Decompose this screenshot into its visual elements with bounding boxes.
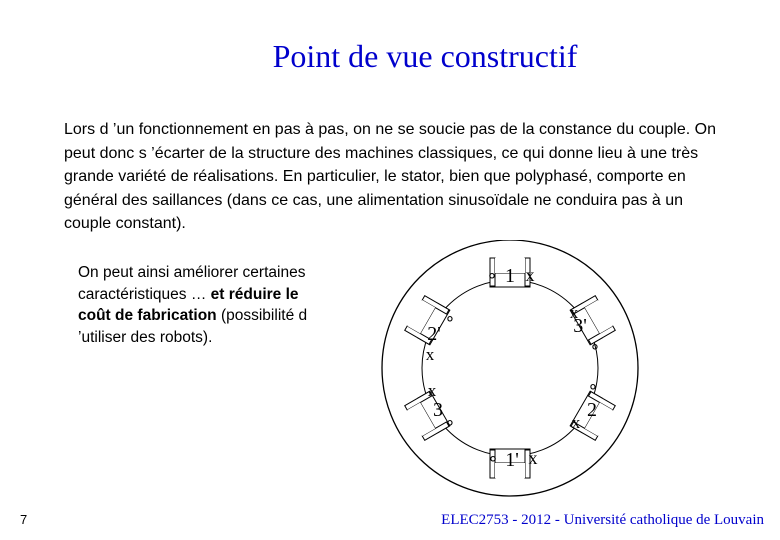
side-text-bold: et réduire le coût de fabrication [78,285,299,324]
dot-marker: ∘ [444,413,456,432]
dot-marker: ∘ [486,265,498,285]
cross-marker: x [427,381,437,400]
pole-label-3: 3 [433,399,443,421]
footer-course: ELEC2753 - 2012 - Université catholique de Louvain [441,512,764,528]
pole-label-1-prime: 1' [505,449,519,471]
pole-label-2-prime: 2' [427,323,441,345]
dot-marker: ∘ [589,337,601,356]
pole-label-3-prime: 3' [573,315,587,337]
cross-marker: x [528,448,538,468]
slide-title: Point de vue constructif [272,38,578,74]
side-text-part1: On peut ainsi améliorer certaines caractéristiques … [78,264,306,303]
intro-paragraph: Lors d ’un fonctionnement en pas à pas, on ne se soucie pas de la constance du couple. On peut donc s ’écarter de la structure des machines classiques, ce qui donne lieu à une très grande variété de réalisations. En particulier, le stator, bien que polyphasé, comporte en général des saillances (dans ce cas, une alimentation sinusoïdale ne conduira pas à un couple constant). [64,121,716,232]
dot-marker: ∘ [487,448,499,468]
page-number: 7 [20,512,28,527]
cross-marker: x [571,413,581,432]
dot-marker: ∘ [444,309,456,328]
side-paragraph [78,262,328,348]
side-text-part2: (possibilité d ’utiliser des robots). [78,307,308,346]
cross-marker: x [425,345,435,364]
cross-marker: x [525,265,535,285]
cross-marker: x [569,303,579,322]
pole-label-1: 1 [505,265,515,287]
dot-marker: ∘ [587,377,599,396]
pole-label-2: 2 [587,399,597,421]
stepper-motor-diagram [380,240,640,505]
